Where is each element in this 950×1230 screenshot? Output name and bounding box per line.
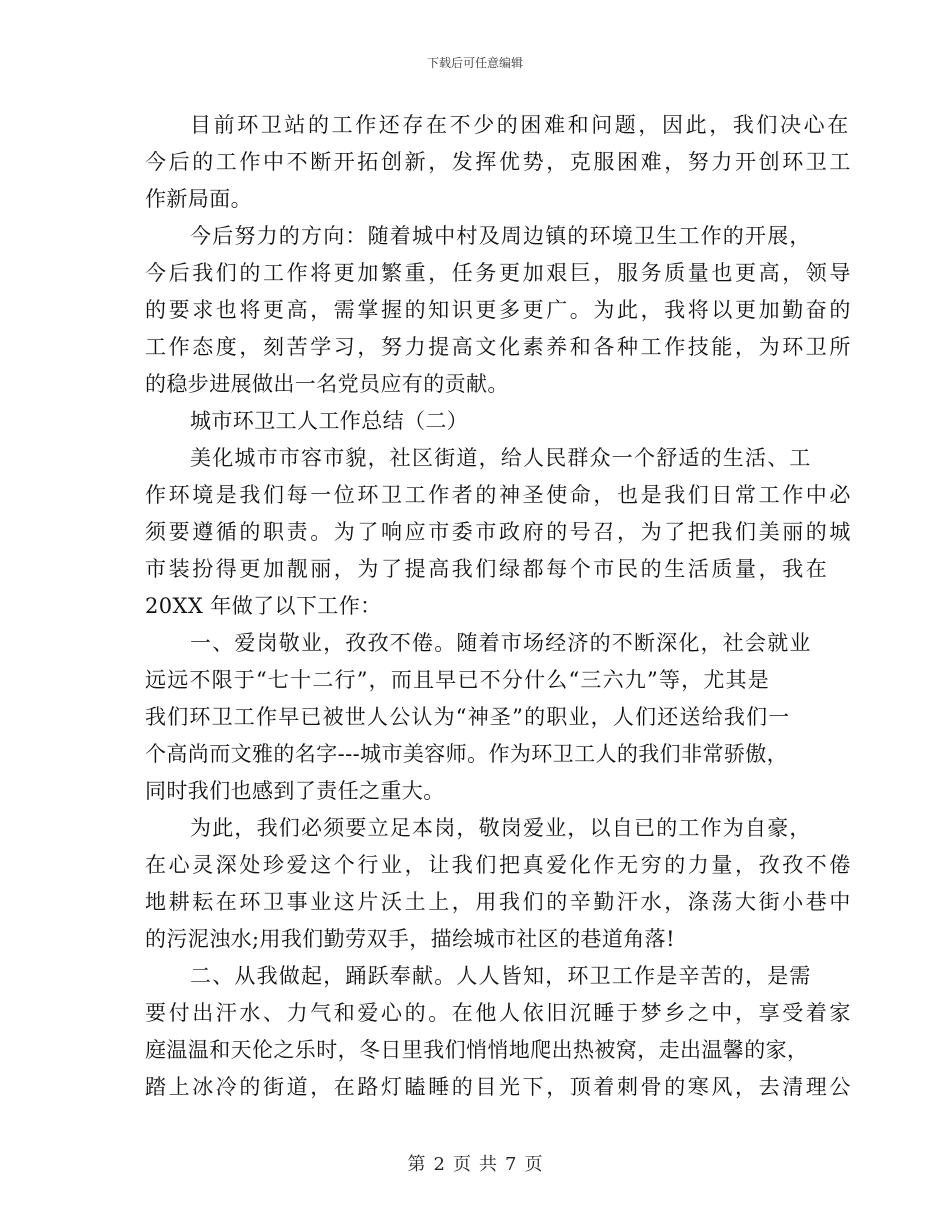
footer-page-word: 页: [453, 1154, 471, 1175]
body-line: 今后我们的工作将更加繁重，任务更加艰巨，服务质量也更高，领导: [145, 261, 853, 285]
body-line: 的稳步进展做出一名党员应有的贡献。: [145, 372, 509, 396]
footer-prefix: 第: [407, 1154, 426, 1175]
body-line: 作新局面。: [145, 187, 252, 211]
document-body: [145, 107, 853, 1106]
section-heading: 城市环卫工人工作总结（二）: [190, 409, 469, 433]
body-line: 个高尚而文雅的名字---城市美容师。作为环卫工人的我们非常骄傲，: [145, 742, 789, 766]
footer-total-pages: 7: [505, 1154, 517, 1175]
body-line: 二、从我做起，踊跃奉献。人人皆知，环卫工作是辛苦的，是需: [190, 964, 812, 988]
body-line: 我们环卫工作早已被世人公认为“神圣”的职业，人们还送给我们一: [145, 705, 791, 729]
body-line: 踏上冰冷的街道，在路灯瞌睡的目光下，顶着刺骨的寒风，去清理公: [145, 1075, 853, 1099]
footer-total-word: 共: [479, 1154, 497, 1175]
body-line: 同时我们也感到了责任之重大。: [145, 779, 445, 803]
body-line: 的污泥浊水;用我们勤劳双手，描绘城市社区的巷道角落!: [145, 927, 675, 951]
body-line: 今后的工作中不断开拓创新，发挥优势，克服困难，努力开创环卫工: [145, 150, 853, 174]
body-line: 庭温温和天伦之乐时，冬日里我们悄悄地爬出热被窝，走出温馨的家，: [145, 1038, 809, 1062]
footer-suffix: 页: [524, 1154, 543, 1175]
footer-current-page: 2: [433, 1154, 445, 1175]
body-line: 作环境是我们每一位环卫工作者的神圣使命，也是我们日常工作中必: [145, 483, 853, 507]
body-line: 一、爱岗敬业，孜孜不倦。随着市场经济的不断深化，社会就业: [190, 631, 812, 655]
body-line: 在心灵深处珍爱这个行业，让我们把真爱化作无穷的力量，孜孜不倦: [145, 853, 853, 877]
body-line: 美化城市市容市貌，社区街道，给人民群众一个舒适的生活、工: [190, 446, 812, 470]
body-line: 须要遵循的职责。为了响应市委市政府的号召，为了把我们美丽的城: [145, 520, 853, 544]
body-line: 的要求也将更高，需掌握的知识更多更广。为此，我将以更加勤奋的: [145, 298, 853, 322]
body-line: 为此，我们必须要立足本岗，敬岗爱业，以自已的工作为自豪，: [190, 816, 812, 840]
body-line: 地耕耘在环卫事业这片沃土上，用我们的辛勤汗水，涤荡大街小巷中: [145, 890, 853, 914]
body-line: 工作态度，刻苦学习，努力提高文化素养和各种工作技能，为环卫所: [145, 335, 853, 359]
body-line: 目前环卫站的工作还存在不少的困难和问题，因此，我们决心在: [190, 113, 851, 137]
body-line: 20XX 年做了以下工作：: [145, 594, 382, 618]
body-line: 要付出汗水、力气和爱心的。在他人依旧沉睡于梦乡之中，享受着家: [145, 1001, 853, 1025]
page-footer: [0, 1150, 950, 1176]
body-line: 远远不限于“七十二行”，而且早已不分什么“三六九”等，尤其是: [145, 668, 770, 692]
body-line: 市装扮得更加靓丽，为了提高我们绿都每个市民的生活质量，我在: [145, 557, 830, 581]
page-header: 下载后可任意编辑: [426, 56, 523, 70]
body-line: 今后努力的方向：随着城中村及周边镇的环境卫生工作的开展，: [190, 224, 812, 248]
